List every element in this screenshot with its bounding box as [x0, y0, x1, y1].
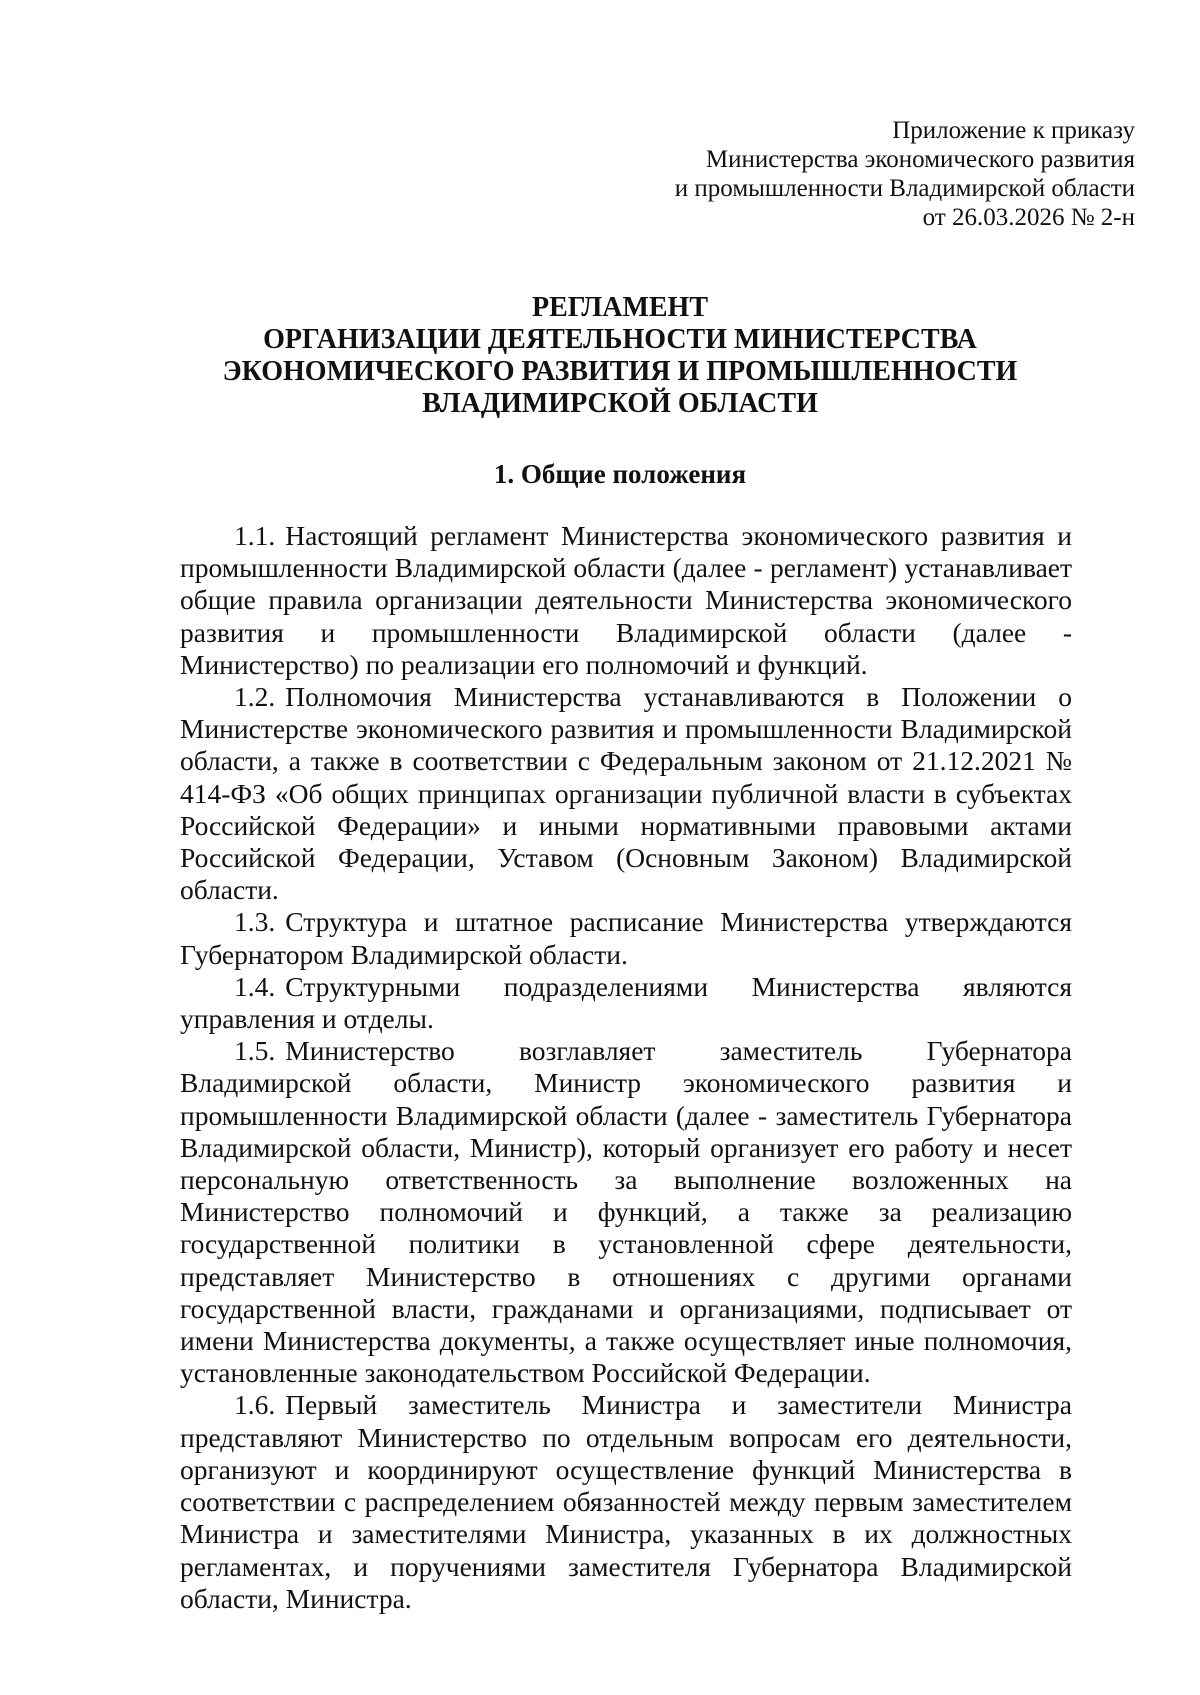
paragraph-1-4: [180, 971, 1072, 1035]
title-line: ВЛАДИМИРСКОЙ ОБЛАСТИ: [422, 388, 818, 419]
paragraph-number: 1.2.: [234, 681, 276, 713]
paragraph-text: Полномочия Министерства устанавливаются в Положении о Министерстве экономического развития и промышленности Владимирской области, а также в соответствии с Федеральным законом от 21.12.2021 № 414-ФЗ «Об общих принципах организации публичной власти в субъектах Российской Федерации» и иными нормативными правовыми актами Российской Федерации, Уставом (Основным Законом) Владимирской области.: [180, 681, 1072, 906]
paragraph-number: 1.5.: [234, 1035, 276, 1067]
document-title: [170, 292, 1070, 420]
paragraph-number: 1.1.: [234, 520, 276, 551]
paragraph-text: Настоящий регламент Министерства экономического развития и промышленности Владимирской области (далее - регламент) устанавливает общие правила организации деятельности Министерства экономического развития и промышленности Владимирской области (далее - Министерство) по реализации его полномочий и функций.: [180, 520, 1072, 680]
paragraph-1-2: [180, 681, 1072, 906]
document-body: [180, 520, 1072, 1615]
paragraph-text: Структурными подразделениями Министерства являются управления и отделы.: [180, 970, 1072, 1035]
paragraph-text: Первый заместитель Министра и заместители Министра представляют Министерство по отдельным вопросам его деятельности, организуют и координируют осуществление функций Министерства в соответствии с распределением обязанностей между первым заместителем Министра и заместителями Министра, указанных в их должностных регламентах, и поручениями заместителя Губернатора Владимирской области, Министра.: [180, 1389, 1072, 1614]
paragraph-text: Структура и штатное расписание Министерства утверждаются Губернатором Владимирской области.: [180, 906, 1072, 970]
title-line: ОРГАНИЗАЦИИ ДЕЯТЕЛЬНОСТИ МИНИСТЕРСТВА: [263, 324, 977, 355]
title-line: ЭКОНОМИЧЕСКОГО РАЗВИТИЯ И ПРОМЫШЛЕННОСТИ: [222, 356, 1018, 387]
paragraph-1-3: [180, 906, 1072, 970]
appendix-header: [575, 116, 1135, 232]
appendix-line: Приложение к приказу: [892, 117, 1135, 144]
appendix-order-date: от 26.03.2026 № 2-н: [922, 204, 1135, 231]
appendix-line: Министерства экономического развития: [705, 146, 1135, 173]
paragraph-number: 1.6.: [234, 1389, 276, 1421]
paragraph-number: 1.4.: [234, 970, 276, 1002]
paragraph-1-5: [180, 1035, 1072, 1389]
paragraph-number: 1.3.: [234, 906, 276, 938]
section-heading: 1. Общие положения: [493, 459, 747, 489]
title-line: РЕГЛАМЕНТ: [531, 292, 708, 323]
paragraph-1-1: [180, 520, 1072, 681]
paragraph-text: Министерство возглавляет заместитель Губернатора Владимирской области, Министр экономического развития и промышленности Владимирской области (далее - заместитель Губернатора Владимирской области, Министр), который организует его работу и несет персональную ответственность за выполнение возложенных на Министерство полномочий и функций, а также за реализацию государственной политики в установленной сфере деятельности, представляет Министерство в отношениях с другими органами государственной власти, гражданами и организациями, подписывает от имени Министерства документы, а также осуществляет иные полномочия, установленные законодательством Российской Федерации.: [180, 1035, 1072, 1389]
appendix-line: и промышленности Владимирской области: [674, 175, 1135, 202]
paragraph-1-6: [180, 1389, 1072, 1614]
